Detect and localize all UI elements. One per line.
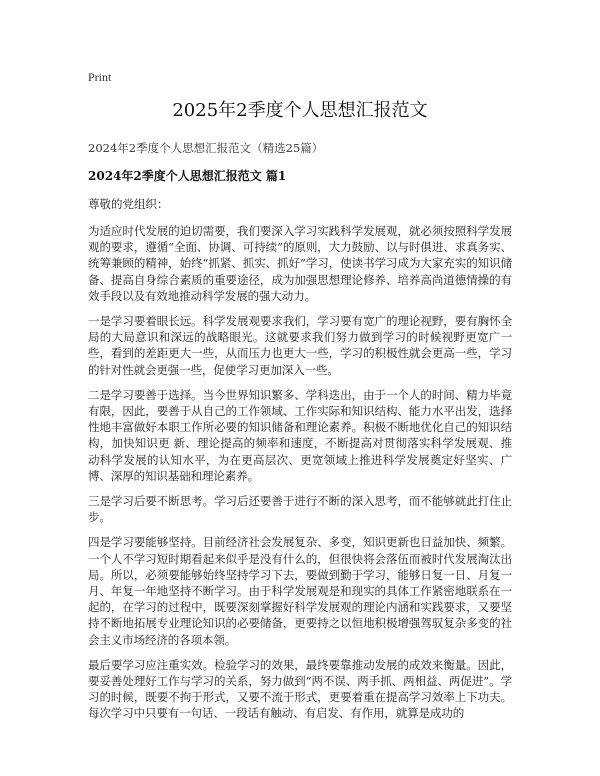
paragraph-point-one: 一是学习要着眼长远。科学发展观要求我们，学习要有宽广的理论视野，要有胸怀全局的大局意识和深远的战略眼光。这就要求我们努力做到学习的时候视野更宽广一些，看到的差距更大一些，从而压力也更大一些，学习的积极性就会更高一些，学习的针对性就会更强一些，促使学习更加深入一些。 xyxy=(88,314,512,377)
document-subtitle: 2024年2季度个人思想汇报范文（精选25篇） xyxy=(88,141,324,155)
print-link[interactable]: Print xyxy=(88,70,112,84)
salutation: 尊敬的党组织： xyxy=(88,197,169,211)
paragraph-point-four: 四是学习要能够坚持。目前经济社会发展复杂、多变，知识更新也日益加快、频繁。一个人不学习短时期看起来似乎是没有什么的，但很快将会落伍而被时代发展淘汰出局。所以，必须要能够始终坚持学习下去，要做到勤于学习，能够日复一日、月复一月、年复一年地坚持不断学习。由于科学发展观是和现实的具体工作紧密地联系在一起的，在学习的过程中，既要深刻掌握好科学发展观的理论内涵和实践要求，又要坚持不断地拓展专业理论知识的必要储备，更要持之以恒地积极增强驾驭复杂多变的社会主义市场经济的各项本领。 xyxy=(88,535,512,647)
page-title: 2025年2季度个人思想汇报范文 xyxy=(172,100,428,121)
section-heading: 2024年2季度个人思想汇报范文 篇1 xyxy=(88,169,287,183)
paragraph-point-two: 二是学习要善于选择。当今世界知识繁多、学科迭出，由于一个人的时间、精力毕竟有限，因此，要善于从自己的工作领域、工作实际和知识结构、能力水平出发，选择性地丰富做好本职工作所必要的知识储备和理论素养。积极不断地优化自己的知识结构，加快知识更 新、理论提高的频率和速度，不断提高对贯彻落实科学发展观、推动科学发展的认知水平，为在更高层次、更宽领域上推进科学发展奠定好坚实、广博、深厚的知识基础和理论素养。 xyxy=(88,387,512,483)
paragraph-intro: 为适应时代发展的迫切需要，我们要深入学习实践科学发展观，就必须按照科学发展观的要求，遵循“全面、协调、可持续”的原则，大力鼓励、以与时俱进、求真务实、统筹兼顾的精神，始终“抓紧、抓实、抓好”学习，使读书学习成为大家充实的知识储备、提高自身综合素质的重要途径，成为加强思想理论修养、培养高尚道德情操的有效手段以及有效地推动科学发展的强大动力。 xyxy=(88,224,512,303)
paragraph-point-three: 三是学习后要不断思考。学习后还要善于进行不断的深入思考，而不能够就此打住止步。 xyxy=(88,494,512,525)
paragraph-final: 最后要学习应注重实效。检验学习的效果，最终要靠推动发展的成效来衡量。因此，要妥善处理好工作与学习的关系，努力做到“两不误、两手抓、两相益、两促进”。学习的时候，既要不拘于形式，又要不流于形式，更要着重在提高学习效率上下功夫。每次学习中只要有一句话、一段话有触动、有启发、有作用，就算是成功的 xyxy=(88,657,512,721)
